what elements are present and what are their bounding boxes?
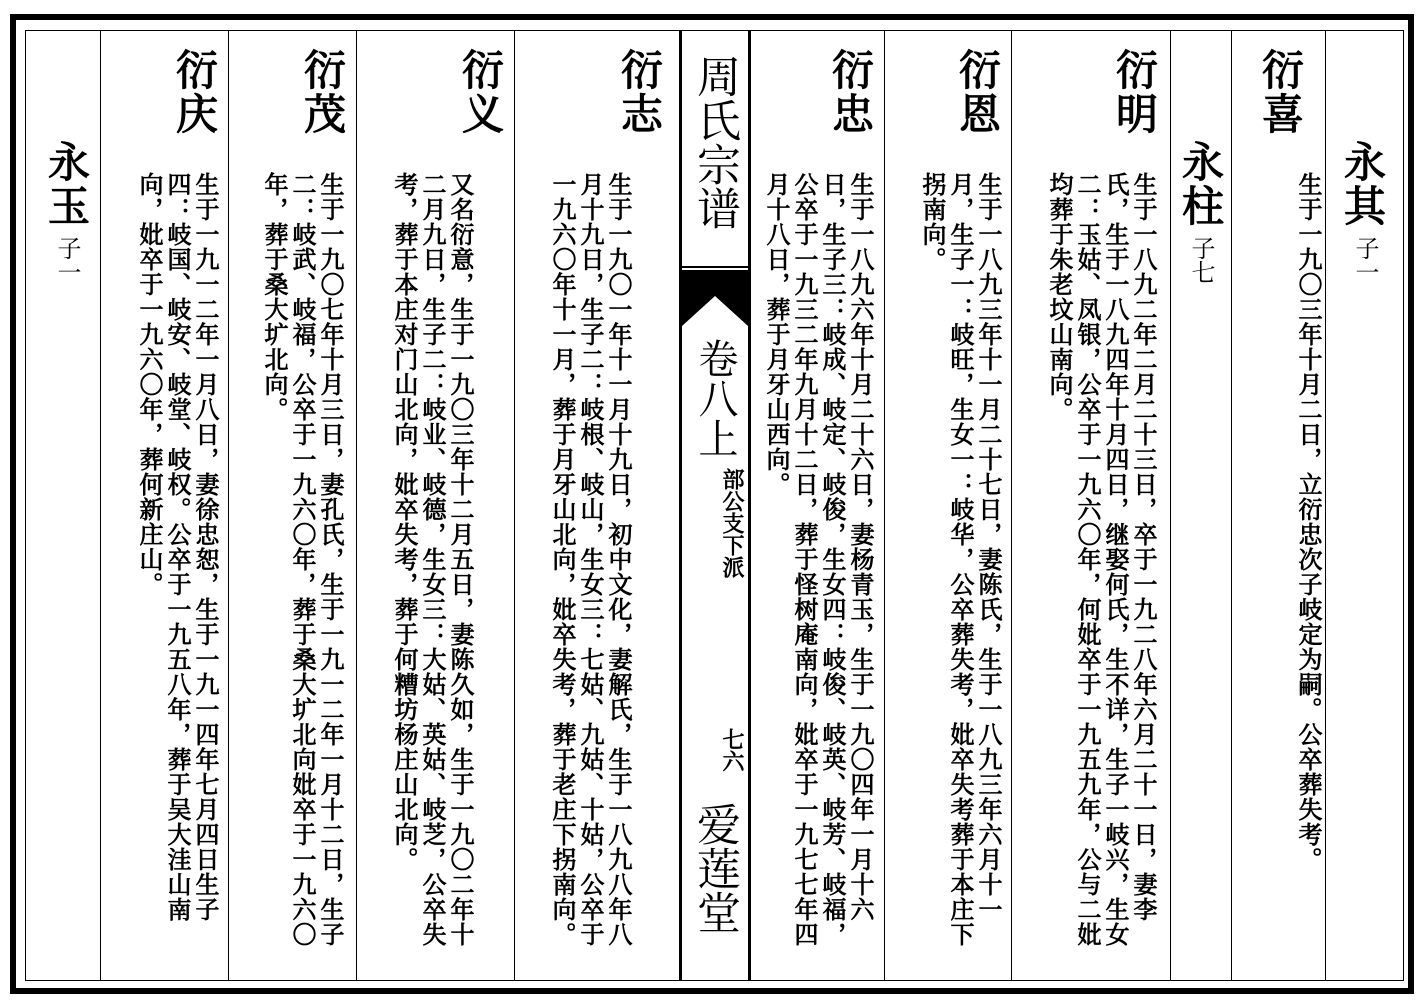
person-name: 衍忠 bbox=[826, 48, 875, 136]
person-name: 衍义 bbox=[456, 48, 505, 136]
genealogy-title: 周氏宗谱 bbox=[689, 54, 740, 230]
person-name: 永其 bbox=[1338, 140, 1387, 228]
volume-label: 卷八上 bbox=[692, 338, 738, 458]
person-name: 衍喜 bbox=[1256, 48, 1305, 136]
branch-label: 部公支下派 bbox=[719, 468, 745, 578]
fold-rule bbox=[682, 266, 748, 268]
person-name: 衍明 bbox=[1110, 48, 1159, 136]
person-name: 衍庆 bbox=[170, 48, 219, 136]
biography-text: 生于一八九六年十月二十六日，妻杨青玉，生于一九〇四年一月十六日，生子三：岐成、岐定、岐俊，生女四：岐俊、岐英、岐芳、岐福，公卒于一九三二年九月十二日，葬于怪树庵南向，妣卒于一九七七年四月十八日，葬于月牙山西向。 bbox=[762, 172, 875, 947]
relation-label: 子一 bbox=[53, 236, 81, 284]
biography-text: 又名衍意，生于一九〇三年十二月五日，妻陈久如，生于一九〇二年十二月九日，生子二：岐业、岐德，生女三：大姑、英姑、岐芝，公卒失考，葬于本庄对门山北向，妣卒失考，葬于何糟坊杨庄山北向。 bbox=[390, 172, 475, 947]
biography-text: 生于一九一二年一月八日，妻徐忠恕，生于一九一四年七月四日生子四：岐国、岐安、岐堂、岐权。公卒于一九五八年，葬于吴大洼山南向，妣卒于一九六〇年，葬何新庄山。 bbox=[135, 172, 220, 922]
person-name: 永柱 bbox=[1176, 140, 1225, 228]
biography-text: 生于一八九三年十一月二十七日，妻陈氏，生于一八九三年六月十一月，生子一：岐旺，生女一：岐华，公卒葬失考，妣卒失考葬于本庄下拐南向。 bbox=[918, 172, 1003, 947]
column-divider bbox=[1170, 30, 1171, 981]
fish-tail-mark bbox=[682, 270, 748, 330]
biography-text: 生于一八九二年二月二十三日，卒于一九二八年六月二十一日，妻李氏，生于一八九四年十月四日，继娶何氏，生不详，生子一岐兴，生女二：玉姑、凤银，公卒于一九六〇年，何妣卒于一九五九年，公与二妣均葬于朱老坟山南向。 bbox=[1045, 172, 1158, 947]
relation-label: 子一 bbox=[1351, 236, 1379, 284]
page-number: 七六 bbox=[719, 728, 745, 772]
column-divider bbox=[514, 30, 515, 981]
column-divider bbox=[1325, 30, 1326, 981]
person-name: 衍恩 bbox=[953, 48, 1002, 136]
biography-text: 生于一九〇一年十一月十九日，初中文化，妻解氏，生于一八九八年八月十九日，生子二：岐根、岐山，生女三：七姑、九姑、十姑，公卒于一九六〇年十一月，葬于月牙山北向，妣卒失考，葬于老庄下拐南向。 bbox=[548, 172, 633, 947]
person-name: 衍志 bbox=[615, 48, 664, 136]
column-divider bbox=[356, 30, 357, 981]
fold-divider bbox=[679, 30, 682, 981]
biography-text: 生于一九〇三年十月二日，立衍忠次子岐定为嗣。公卒葬失考。 bbox=[1294, 172, 1323, 872]
column-divider bbox=[100, 30, 101, 981]
person-name: 永玉 bbox=[42, 140, 91, 228]
column-divider bbox=[1011, 30, 1012, 981]
biography-text: 生于一九〇七年十月三日，妻孔氏，生于一九一二年一月十二日，生子二：岐武、岐福，公卒于一九六〇年，葬于桑大圹北向妣卒于一九六〇年，葬于桑大圹北向。 bbox=[260, 172, 345, 947]
column-divider bbox=[884, 30, 885, 981]
relation-label: 子七 bbox=[1187, 236, 1215, 284]
hall-name: 爱莲堂 bbox=[689, 802, 740, 934]
person-name: 衍茂 bbox=[298, 48, 347, 136]
fold-divider bbox=[748, 30, 751, 981]
column-divider bbox=[228, 30, 229, 981]
column-divider bbox=[1231, 30, 1232, 981]
